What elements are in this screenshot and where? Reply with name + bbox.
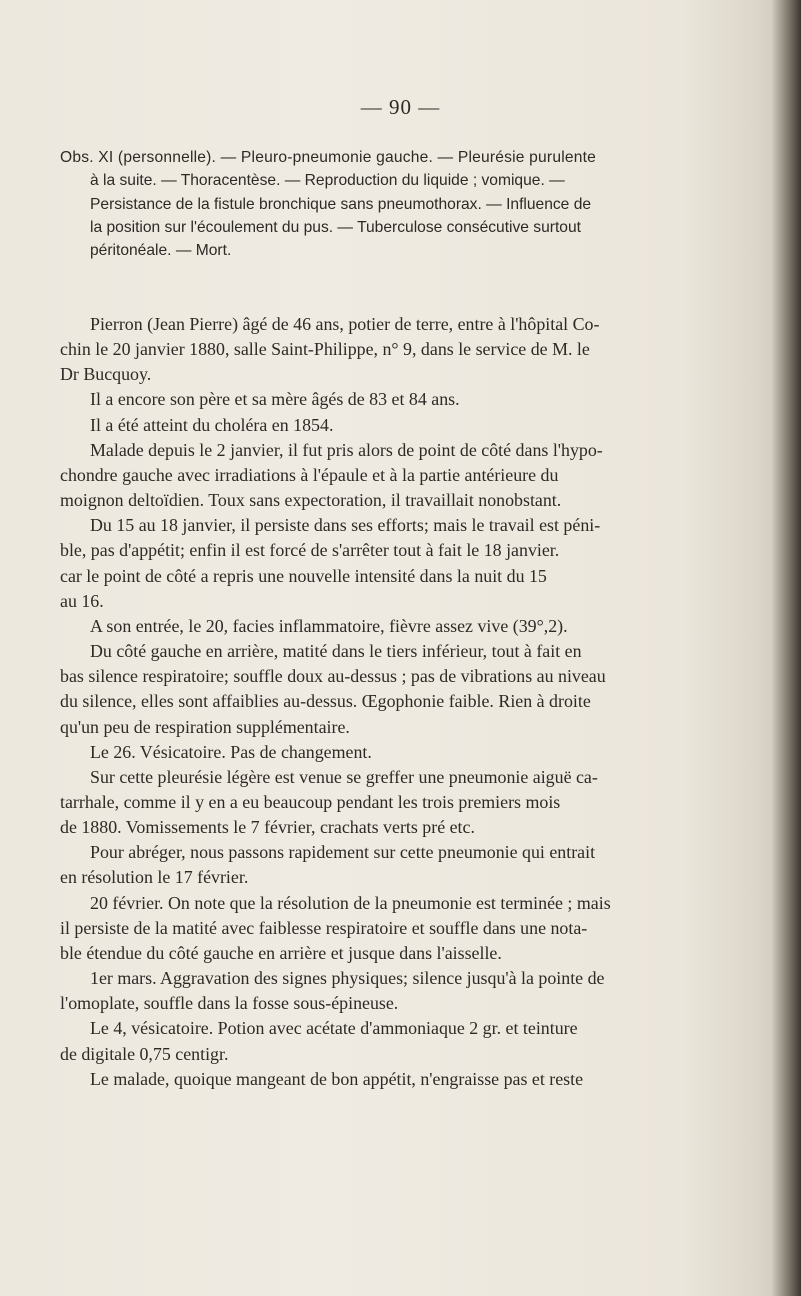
text-line: 1er mars. Aggravation des signes physiques; silence jusqu'à la pointe de (90, 968, 605, 989)
summary-line: Persistance de la fistule bronchique sans pneumothorax. — Influence de (90, 195, 592, 213)
paragraph (60, 840, 755, 890)
text-line: qu'un peu de respiration supplémentaire. (60, 716, 350, 737)
page-number: — 90 — (360, 95, 441, 119)
text-line: chin le 20 janvier 1880, salle Saint-Philippe, n° 9, dans le service de M. le (60, 339, 590, 360)
text-line: Il a été atteint du choléra en 1854. (90, 414, 334, 435)
summary-line: la position sur l'écoulement du pus. — Tuberculose consécutive surtout (90, 218, 581, 236)
text-line: Dr Bucquoy. (60, 364, 152, 385)
text-line: ble, pas d'appétit; enfin il est forcé de s'arrêter tout à fait le 18 janvier. (60, 540, 560, 561)
text-line: au 16. (60, 590, 104, 611)
case-report-body (60, 312, 755, 1092)
text-line: du silence, elles sont affaiblies au-dessus. Œgophonie faible. Rien à droite (60, 691, 591, 712)
text-line: Pour abréger, nous passons rapidement sur cette pneumonie qui entrait (90, 842, 596, 863)
text-line: Le 4, vésicatoire. Potion avec acétate d'ammoniaque 2 gr. et teinture (90, 1018, 578, 1039)
paragraph (60, 387, 755, 412)
text-line: A son entrée, le 20, facies inflammatoire, fièvre assez vive (39°,2). (90, 615, 568, 636)
text-line: Le 26. Vésicatoire. Pas de changement. (90, 741, 372, 762)
text-line: il persiste de la matité avec faiblesse respiratoire et souffle dans une nota- (60, 917, 588, 938)
text-line: 20 février. On note que la résolution de la pneumonie est terminée ; mais (90, 892, 611, 913)
paragraph (60, 1067, 755, 1092)
text-line: Le malade, quoique mangeant de bon appétit, n'engraisse pas et reste (90, 1068, 584, 1089)
text-line: tarrhale, comme il y en a eu beaucoup pendant les trois premiers mois (60, 791, 561, 812)
paragraph (60, 765, 755, 840)
text-line: Il a encore son père et sa mère âgés de 83 et 84 ans. (90, 389, 460, 410)
text-line: chondre gauche avec irradiations à l'épaule et à la partie antérieure du (60, 464, 559, 485)
text-line: Pierron (Jean Pierre) âgé de 46 ans, potier de terre, entre à l'hôpital Co- (90, 314, 600, 334)
paragraph (60, 639, 755, 740)
text-line: Sur cette pleurésie légère est venue se greffer une pneumonie aiguë ca- (90, 766, 598, 787)
paragraph (60, 740, 755, 765)
paragraph (60, 891, 755, 966)
observation-summary (60, 146, 748, 262)
text-line: l'omoplate, souffle dans la fosse sous-épineuse. (60, 993, 399, 1014)
text-line: bas silence respiratoire; souffle doux au-dessus ; pas de vibrations au niveau (60, 666, 606, 687)
summary-line: péritonéale. — Mort. (90, 242, 232, 260)
text-line: en résolution le 17 février. (60, 867, 249, 888)
text-line: car le point de côté a repris une nouvelle intensité dans la nuit du 15 (60, 565, 547, 586)
paragraph (60, 438, 755, 513)
text-line: moignon deltoïdien. Toux sans expectoration, il travaillait nonobstant. (60, 490, 562, 511)
text-line: Malade depuis le 2 janvier, il fut pris alors de point de côté dans l'hypo- (90, 439, 603, 460)
paragraph (60, 1016, 755, 1066)
text-line: de digitale 0,75 centigr. (60, 1043, 229, 1064)
paragraph (60, 312, 755, 387)
summary-line: Obs. XI (personnelle). — Pleuro-pneumonie gauche. — Pleurésie purulente (60, 149, 597, 166)
paragraph (60, 614, 755, 639)
paragraph (60, 966, 755, 1016)
text-line: Du côté gauche en arrière, matité dans le tiers inférieur, tout à fait en (90, 641, 582, 662)
text-line: Du 15 au 18 janvier, il persiste dans ses efforts; mais le travail est péni- (90, 515, 601, 536)
paragraph (60, 413, 755, 438)
summary-line: à la suite. — Thoracentèse. — Reproduction du liquide ; vomique. — (90, 172, 565, 190)
text-line: de 1880. Vomissements le 7 février, crachats verts pré etc. (60, 817, 475, 838)
paragraph (60, 513, 755, 614)
book-spine-shadow (771, 0, 801, 1296)
text-line: ble étendue du côté gauche en arrière et jusque dans l'aisselle. (60, 942, 502, 963)
